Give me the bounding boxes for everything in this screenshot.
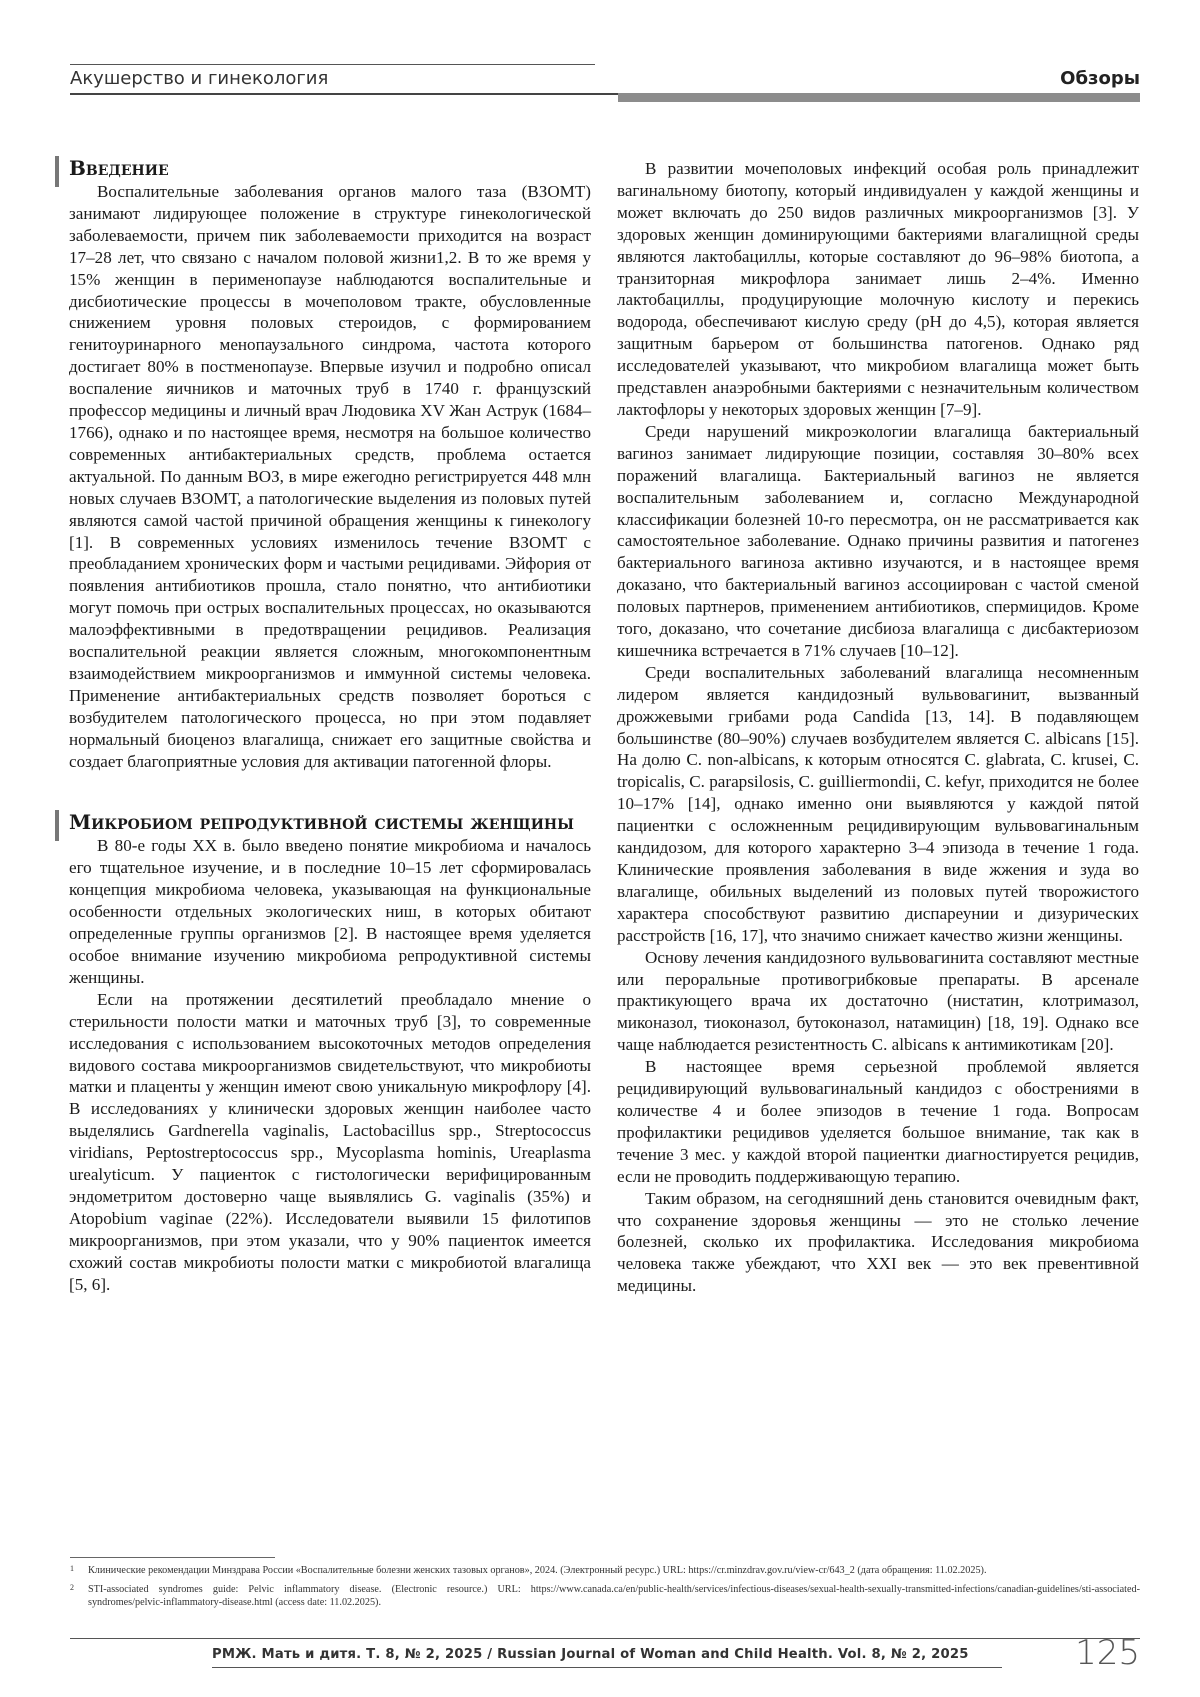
right-column <box>617 158 1139 1297</box>
body-paragraph-3: Среди воспалительных заболеваний влагалища несомненным лидером является кандидозный вульвовагинит, вызванный дрожжевыми грибами рода Candida [13, 14]. В подавляющем большинстве (80–90%) случаев возбудителем является C. albicans [15]. На долю C. non-albicans, к которым относятся C. glabrata, C. krusei, C. tropicalis, C. parapsilosis, C. guilliermondii, C. kefyr, приходится не более 10–17% [14], однако именно они выявляются у каждой пятой пациентки с осложненным рецидивирующим вульвовагинальным кандидозом, для которого характерно 3–4 эпизода в течение 1 года. Клинические проявления заболевания в виде жжения и зуда во влагалище, обильных выделений из половых путей творожистого характера способствуют развитию диспареунии и дизурических расстройств [16, 17], что значимо снижает качество жизни женщины. <box>617 662 1139 945</box>
left-column <box>69 158 591 1296</box>
microbiome-heading: Микробиом репродуктивной системы женщины <box>69 812 591 833</box>
page-number: 125 <box>1075 1633 1140 1673</box>
footnote-text: STI-associated syndromes guide: Pelvic inflammatory disease. (Electronic resource.) URL: https://www.canada.ca/en/public-health/services/infectious-diseases/sexual-health-sexually-transmitted-infections/canadian-guidelines/sti-associated-syndromes/pelvic-inflammatory-disease.html (access date: 11.02.2025). <box>88 1584 1140 1608</box>
footnote-text: Клинические рекомендации Минздрава России «Воспалительные болезни женских тазовых органов», 2024. (Электронный ресурс.) URL: https://cr.minzdrav.gov.ru/view-cr/643_2 (дата обращения: 11.02.2025). <box>88 1565 987 1576</box>
body-paragraph-4: Основу лечения кандидозного вульвовагинита составляют местные или пероральные противогрибковые препараты. В арсенале практикующего врача их достаточно (нистатин, клотримазол, миконазол, тиоконазол, бутоконазол, натамицин) [18, 19]. Однако все чаще наблюдается резистентность C. albicans к антимикотикам [20]. <box>617 947 1139 1055</box>
footer-rule <box>70 1638 1140 1639</box>
journal-citation: РМЖ. Мать и дитя. Т. 8, № 2, 2025 / Russian Journal of Woman and Child Health. Vol. 8, № 2, 2025 <box>212 1647 969 1662</box>
intro-paragraph: Воспалительные заболевания органов малого таза (ВЗОМТ) занимают лидирующее положение в структуре гинекологической заболеваемости, причем пик заболеваемости приходится на возраст 17–28 лет, что связано с началом половой жизни1,2. В то же время у 15% женщин в перименопаузе наблюдаются воспалительные и дисбиотические процессы в мочеполовом тракте, обусловленные снижением уровня половых стероидов, с формированием генитоуринарного менопаузального синдрома, частота которого достигает 80% в постменопаузе. Впервые изучил и подробно описал воспаление яичников и маточных труб в 1740 г. французский профессор медицины и личный врач Людовика XV Жан Аструк (1684–1766), однако и по настоящее время, несмотря на большое количество современных антибактериальных средств, проблема остается актуальной. По данным ВОЗ, в мире ежегодно регистрируется 448 млн новых случаев ВЗОМТ, а патологические выделения из половых путей являются самой частой причиной обращения женщины к гинекологу [1]. В современных условиях изменилось течение ВЗОМТ с преобладанием хронических форм и частыми рецидивами. Эйфория от появления антибиотиков прошла, стало понятно, что антибиотики могут помочь при острых воспалительных процессах, но оказываются малоэффективными в предотвращении рецидивов. Реализация воспалительной реакции является сложным, многокомпонентным взаимодействием микроорганизмов и иммунной системы человека. Применение антибактериальных средств позволяет бороться с возбудителем патологического процесса, но при этом подавляет нормальный биоценоз влагалища, снижает его защитные свойства и создает благоприятные условия для активации патогенной флоры. <box>69 182 591 771</box>
footnote-number: 1 <box>70 1564 74 1573</box>
footnote-number: 2 <box>70 1583 74 1592</box>
footnote-rule <box>70 1557 275 1558</box>
footnote <box>70 1564 1140 1577</box>
microbiome-paragraph-1: В 80-е годы XX в. было введено понятие микробиома и началось его тщательное изучение, и в последние 10–15 лет сформировалась концепция микробиома человека, указывающая на функциональные особенности отдельных экологических ниш, в которых обитают определенные группы организмов [2]. В настоящее время уделяется особое внимание изучению микробиома репродуктивной системы женщины. <box>69 836 591 987</box>
body-paragraph-5: В настоящее время серьезной проблемой является рецидивирующий вульвовагинальный кандидоз с обострениями в количестве 4 и более эпизодов в течение 1 года. Вопросам профилактики рецидивов уделяется большое внимание, так как в течение 3 мес. у каждой второй пациентки диагностируется рецидив, если не проводить поддерживающую терапию. <box>617 1057 1139 1186</box>
header-accent-bar <box>618 93 1140 102</box>
category-label: Обзоры <box>1060 68 1140 89</box>
header-rule-top <box>70 64 595 65</box>
citation-underline <box>212 1667 1002 1668</box>
intro-heading: Введение <box>69 158 591 179</box>
body-paragraph-1: В развитии мочеполовых инфекций особая роль принадлежит вагинальному биотопу, который индивидуален у каждой женщины и может включать до 250 видов различных микроорганизмов [3]. У здоровых женщин доминирующими бактериями влагалищной среды являются лактобациллы, которые составляют до 96–98% биотопа, а транзиторная микрофлора занимает лишь 2–4%. Именно лактобациллы, продуцирующие молочную кислоту и перекись водорода, обеспечивают кислую среду (pH до 4,5), которая является защитным барьером от большинства патогенов. Однако ряд исследователей указывают, что микробиом влагалища может быть представлен анаэробными бактериями с незначительным количеством лактофлоры у некоторых здоровых женщин [7–9]. <box>617 159 1139 419</box>
footnotes <box>70 1564 1140 1615</box>
microbiome-paragraph-2: Если на протяжении десятилетий преобладало мнение о стерильности полости матки и маточных труб [3], то современные исследования с использованием высокоточных методов определения видового состава микроорганизмов свидетельствуют, что микробиоты матки и плаценты у женщин имеют свою уникальную микрофлору [4]. В исследованиях у клинически здоровых женщин наиболее часто выделялись Gardnerella vaginalis, Lactobacillus spp., Streptococcus viridians, Peptostreptococcus spp., Mycoplasma hominis, Ureaplasma urealyticum. У пациенток с гистологически верифицированным эндометритом достоверно чаще выявлялись G. vaginalis (35%) и Atopobium vaginae (22%). Исследователи выявили 15 филотипов микроорганизмов, при этом указали, что у 90% пациенток имеется схожий состав микробиоты полости матки с микробиотой влагалища [5, 6]. <box>69 989 591 1294</box>
body-paragraph-2: Среди нарушений микроэкологии влагалища бактериальный вагиноз занимает лидирующие позиции, составляя 30–80% всех поражений влагалища. Бактериальный вагиноз не является воспалительным заболеванием и, согласно Международной классификации болезней 10-го пересмотра, он не рассматривается как самостоятельное заболевание. Однако причины развития и патогенез бактериального вагиноза активно изучаются, и в настоящее время доказано, что бактериальный вагиноз ассоциирован с частой сменой половых партнеров, применением антибиотиков, спермицидов. Кроме того, доказано, что сочетание дисбиоза влагалища с дисбактериозом кишечника встречается в 71% случаев [10–12]. <box>617 421 1139 660</box>
footnote <box>70 1583 1140 1609</box>
journal-section-label: Акушерство и гинекология <box>70 68 329 89</box>
body-paragraph-6: Таким образом, на сегодняшний день становится очевидным факт, что сохранение здоровья женщины — это не столько лечение болезней, сколько их профилактика. Исследования микробиома человека также убеждают, что XXI век — это век превентивной медицины. <box>617 1188 1139 1296</box>
